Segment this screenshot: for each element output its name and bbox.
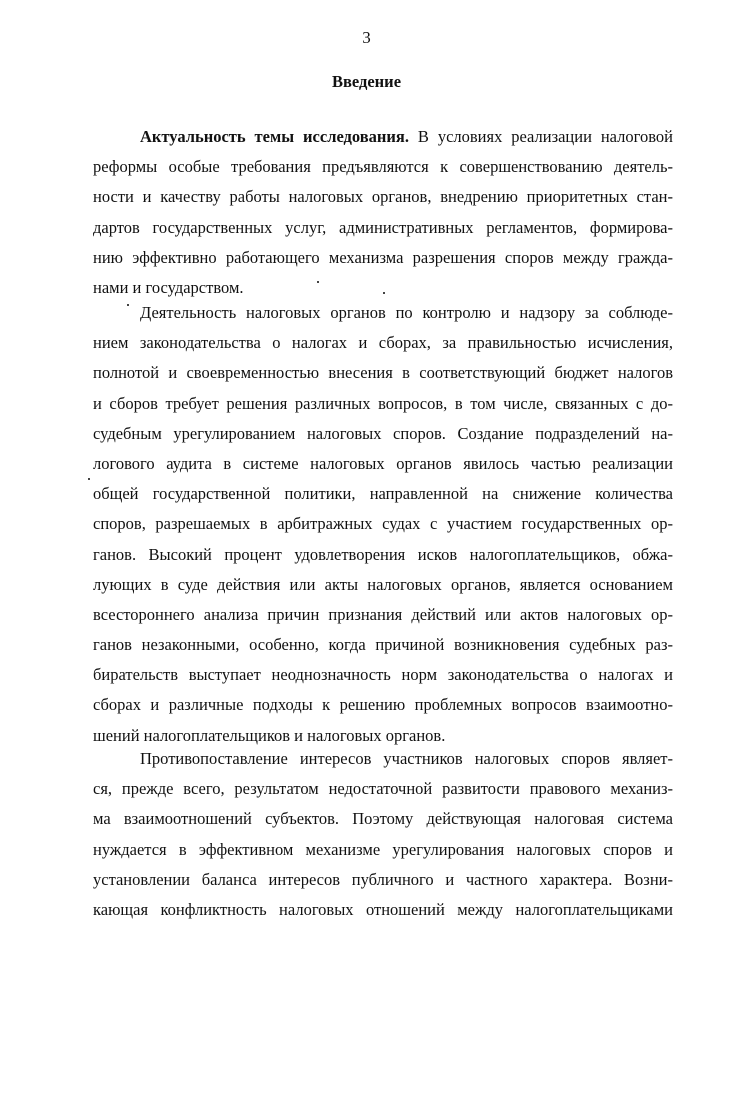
text-line: бирательств выступает неоднозначность норм законодательства о налогах и <box>93 665 673 685</box>
text-line: ма взаимоотношений субъектов. Поэтому действующая налоговая система <box>93 809 673 829</box>
text-line: ганов. Высокий процент удовлетворения исков налогоплательщиков, обжа- <box>93 544 673 564</box>
text-line: шений налогоплательщиков и налоговых органов. <box>93 725 446 745</box>
text-line: нию эффективно работающего механизма разрешения споров между гражда- <box>93 247 673 267</box>
text-line: нами и государством. <box>93 277 244 297</box>
text-line: споров, разрешаемых в арбитражных судах с участием государственных ор- <box>93 514 673 534</box>
paragraph-3 <box>93 744 673 925</box>
text-line: Деятельность налоговых органов по контролю и надзору за соблюде- <box>140 303 673 322</box>
section-heading: Введение <box>331 72 402 91</box>
paragraph-1 <box>93 122 673 303</box>
paragraph-2 <box>93 298 673 751</box>
text-line: ности и качеству работы налоговых органов, внедрению приоритетных стан- <box>93 187 673 207</box>
text-line: и сборов требует решения различных вопросов, в том числе, связанных с до- <box>93 393 673 413</box>
scan-speck <box>317 281 319 283</box>
text-line: Противопоставление интересов участников налоговых споров являет- <box>140 749 673 768</box>
text-line: ся, прежде всего, результатом недостаточной развитости правового механиз- <box>93 779 673 799</box>
text-line: судебным урегулированием налоговых споров. Создание подразделений на- <box>93 423 673 443</box>
scan-speck <box>383 292 385 294</box>
text-line: логового аудита в системе налоговых органов явилось частью реализации <box>93 453 673 473</box>
scan-speck <box>127 304 129 306</box>
text-line: полнотой и своевременностью внесения в соответствующий бюджет налогов <box>93 363 673 383</box>
text-line: общей государственной политики, направленной на снижение количества <box>93 484 673 504</box>
page-number: 3 <box>362 28 371 47</box>
text-line-content: В условиях реализации налоговой <box>408 127 673 146</box>
scan-speck <box>88 478 90 480</box>
text-line: реформы особые требования предъявляются к совершенствованию деятель- <box>93 157 673 177</box>
text-line: нием законодательства о налогах и сборах, за правильностью исчисления, <box>93 333 673 353</box>
lead-phrase: Актуальность темы исследования. <box>140 127 409 146</box>
text-line: кающая конфликтность налоговых отношений между налогоплательщиками <box>93 899 673 919</box>
text-line: всестороннего анализа причин признания действий или актов налоговых ор- <box>93 604 673 624</box>
text-line: дартов государственных услуг, административных регламентов, формирова- <box>93 217 673 237</box>
text-line: нуждается в эффективном механизме урегулирования налоговых споров и <box>93 839 673 859</box>
text-line: лующих в суде действия или акты налоговых органов, является основанием <box>93 574 673 594</box>
text-line: установлении баланса интересов публичного и частного характера. Возни- <box>93 869 673 889</box>
text-line <box>93 122 673 152</box>
text-line: сборах и различные подходы к решению проблемных вопросов взаимоотно- <box>93 695 673 715</box>
text-line: ганов незаконными, особенно, когда причиной возникновения судебных раз- <box>93 635 673 655</box>
